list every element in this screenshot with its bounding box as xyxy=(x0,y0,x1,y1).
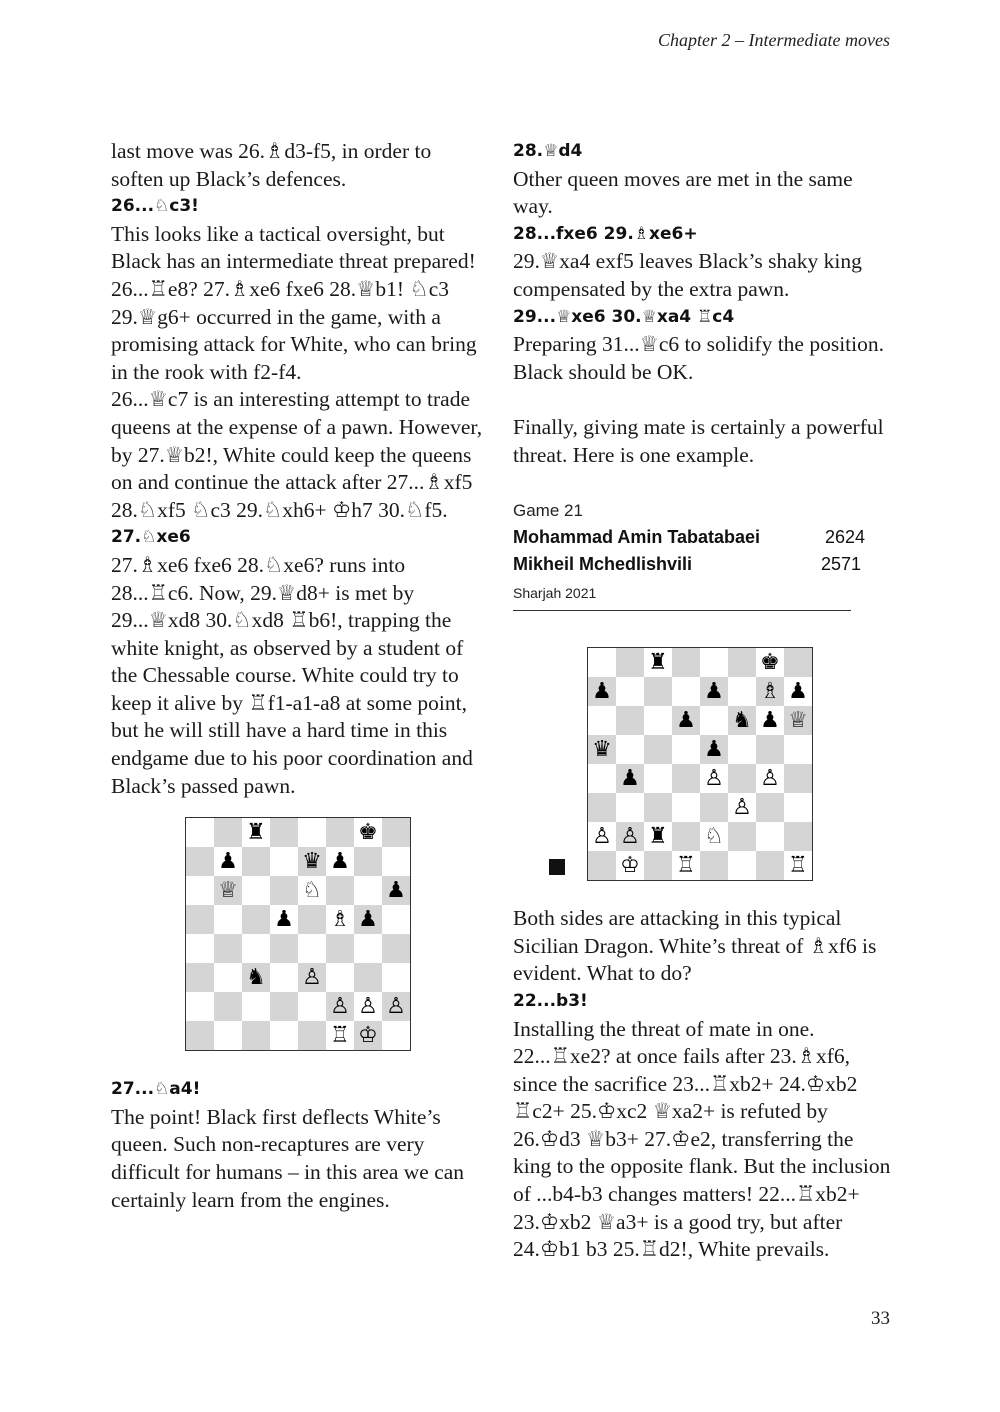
board-square xyxy=(728,735,756,764)
paragraph: Both sides are attacking in this typical Sicilian Dragon. White’s threat of ♗xf6 is evident. What to do? xyxy=(513,906,877,986)
paragraph: Installing the threat of mate in one. 22...♖xe2? at once fails after 23.♗xf6, since the sacrifice 23...♖xb2+ 24.♔xb2 ♖c2+ 25.♔xc2 ♕xa2+ is refuted by 26.♔d3 ♕b3+ 27.♔e2, transferring the king to the opposite flank. But the inclusion of ...b4-b3 changes matters! 22...♖xb2+ 23.♔xb2 ♕a3+ is a good try, but after 24.♔b1 b3 25.♖d2!, White prevails. xyxy=(513,1016,891,1262)
chess-piece: ♟ xyxy=(756,706,784,735)
board-square xyxy=(672,764,700,793)
black-player-elo: 2571 xyxy=(820,554,861,575)
board-square xyxy=(186,934,214,963)
board-square xyxy=(186,818,214,847)
white-player-row xyxy=(513,524,865,551)
chess-piece: ♟ xyxy=(588,677,616,706)
board-square xyxy=(298,905,326,934)
move-heading: 26...♘c3! xyxy=(111,196,199,217)
chess-piece: ♟ xyxy=(784,677,812,706)
board-square xyxy=(784,822,812,851)
board-square xyxy=(644,706,672,735)
board-square xyxy=(298,818,326,847)
chess-piece: ♙ xyxy=(382,992,410,1021)
left-column xyxy=(111,138,489,1214)
paragraph: 26...♖e8? 27.♗xe6 fxe6 28.♕b1! ♘c3 29.♕g6+ occurred in the game, with a promising attack for White, who can bring in the rook with f2-f4. xyxy=(111,276,477,384)
board-square xyxy=(270,847,298,876)
board-square xyxy=(326,876,354,905)
board-square xyxy=(186,876,214,905)
paragraph: This looks like a tactical oversight, but Black has an intermediate threat prepared! xyxy=(111,221,476,274)
chess-piece: ♙ xyxy=(616,822,644,851)
board-square xyxy=(672,677,700,706)
board-square xyxy=(270,992,298,1021)
black-player-row xyxy=(513,551,865,578)
board-square xyxy=(326,818,354,847)
board-square xyxy=(616,793,644,822)
board-square xyxy=(588,793,616,822)
chess-piece: ♘ xyxy=(298,876,326,905)
chess-piece: ♖ xyxy=(784,851,812,880)
board-square xyxy=(242,905,270,934)
paragraph: Other queen moves are met in the same way. xyxy=(513,166,853,219)
game-venue: Sharjah 2021 xyxy=(513,578,851,611)
page-number: 33 xyxy=(871,1308,890,1329)
board-square xyxy=(784,648,812,677)
chess-piece: ♚ xyxy=(756,648,784,677)
chess-piece: ♙ xyxy=(756,764,784,793)
board-square xyxy=(214,934,242,963)
running-head: Chapter 2 – Intermediate moves xyxy=(658,30,890,50)
board-square xyxy=(382,934,410,963)
board-square xyxy=(326,934,354,963)
chess-piece: ♟ xyxy=(616,764,644,793)
board-square xyxy=(354,934,382,963)
board-square xyxy=(354,876,382,905)
paragraph: Preparing 31...♕c6 to solidify the position. Black should be OK. xyxy=(513,332,885,384)
move-heading: 27.♘xe6 xyxy=(111,527,191,548)
board-square xyxy=(354,847,382,876)
board-square xyxy=(672,822,700,851)
board-square xyxy=(728,764,756,793)
board-square xyxy=(382,847,410,876)
move-heading: 27...♘a4! xyxy=(111,1079,201,1100)
board-square xyxy=(186,847,214,876)
chess-piece: ♗ xyxy=(326,905,354,934)
board-square xyxy=(214,992,242,1021)
board-square xyxy=(382,1021,410,1050)
chess-piece: ♟ xyxy=(700,735,728,764)
board-square xyxy=(616,648,644,677)
chess-piece: ♕ xyxy=(784,706,812,735)
board-square xyxy=(242,934,270,963)
board-square xyxy=(270,963,298,992)
chess-piece: ♖ xyxy=(672,851,700,880)
paragraph: last move was 26.♗d3-f5, in order to soften up Black’s defences. xyxy=(111,139,432,191)
chess-piece: ♟ xyxy=(672,706,700,735)
board-square xyxy=(298,992,326,1021)
chess-piece: ♟ xyxy=(700,677,728,706)
white-player-name: Mohammad Amin Tabatabaei xyxy=(513,527,761,548)
chess-piece: ♞ xyxy=(728,706,756,735)
board-square xyxy=(672,793,700,822)
paragraph: 29.♕xa4 exf5 leaves Black’s shaky king compensated by the extra pawn. xyxy=(513,249,862,301)
chess-piece: ♔ xyxy=(616,851,644,880)
board-square xyxy=(588,764,616,793)
move-heading: 28.♕d4 xyxy=(513,141,583,161)
chess-piece: ♙ xyxy=(588,822,616,851)
board-square xyxy=(270,818,298,847)
board-square xyxy=(616,706,644,735)
paragraph: The point! Black first deflects White’s queen. Such non-recaptures are very difficult for humans – in this area we can certainly learn from the engines. xyxy=(111,1104,465,1212)
board-square xyxy=(242,1021,270,1050)
board-square xyxy=(186,1021,214,1050)
board-square xyxy=(270,934,298,963)
board-square xyxy=(784,764,812,793)
board-square xyxy=(270,1021,298,1050)
board-square xyxy=(270,876,298,905)
board-square xyxy=(728,677,756,706)
game-header xyxy=(513,497,891,611)
board-square xyxy=(672,648,700,677)
chess-piece: ♟ xyxy=(214,847,242,876)
board-square xyxy=(756,851,784,880)
chess-board xyxy=(587,647,813,881)
black-player-name: Mikheil Mchedlishvili xyxy=(513,554,693,575)
move-heading: 29...♕xe6 30.♕xa4 ♖c4 xyxy=(513,306,735,327)
chess-piece: ♚ xyxy=(354,818,382,847)
board-square xyxy=(672,735,700,764)
paragraph: 26...♕c7 is an interesting attempt to trade queens at the expense of a pawn. However, by 27.♕b2!, White could keep the queens on and continue the attack after 27...♗xf5 28.♘xf5 ♘c3 29.♘xh6+ ♔h7 30.♘f5. xyxy=(111,387,483,522)
chess-piece: ♟ xyxy=(382,876,410,905)
chess-piece: ♖ xyxy=(326,1021,354,1050)
chess-diagram-right xyxy=(587,647,891,881)
board-square xyxy=(588,706,616,735)
board-square xyxy=(616,677,644,706)
board-square xyxy=(214,905,242,934)
board-square xyxy=(728,851,756,880)
board-square xyxy=(242,847,270,876)
board-square xyxy=(242,992,270,1021)
board-square xyxy=(186,992,214,1021)
right-column xyxy=(513,138,891,1264)
board-square xyxy=(644,735,672,764)
chess-piece: ♜ xyxy=(242,818,270,847)
board-square xyxy=(784,735,812,764)
paragraph: Finally, giving mate is certainly a powerful threat. Here is one example. xyxy=(513,414,884,467)
board-square xyxy=(644,793,672,822)
board-square xyxy=(298,934,326,963)
chess-piece: ♘ xyxy=(700,822,728,851)
chess-piece: ♜ xyxy=(644,648,672,677)
chess-piece: ♙ xyxy=(354,992,382,1021)
move-heading: 22...b3! xyxy=(513,990,588,1011)
board-square xyxy=(756,822,784,851)
paragraph: 27.♗xe6 fxe6 28.♘xe6? runs into 28...♖c6. Now, 29.♕d8+ is met by 29...♕xd8 30.♘xd8 ♖b6!, trapping the white knight, as observed by a student of the Chessable course. White could try to keep it alive by ♖f1-a1-a8 at some point, but he will still have a hard time in this endgame due to his poor coordination and Black’s passed pawn. xyxy=(111,552,473,798)
board-square xyxy=(616,735,644,764)
board-square xyxy=(756,793,784,822)
board-square xyxy=(588,851,616,880)
board-square xyxy=(186,905,214,934)
chess-piece: ♟ xyxy=(354,905,382,934)
move-heading: 28...fxe6 29.♗xe6+ xyxy=(513,223,698,244)
board-square xyxy=(214,963,242,992)
game-label: Game 21 xyxy=(513,501,583,521)
chess-piece: ♟ xyxy=(326,847,354,876)
board-square xyxy=(644,851,672,880)
chess-piece: ♞ xyxy=(242,963,270,992)
board-square xyxy=(382,905,410,934)
chess-board xyxy=(185,817,411,1051)
board-square xyxy=(326,963,354,992)
chess-piece: ♙ xyxy=(326,992,354,1021)
chess-piece: ♙ xyxy=(700,764,728,793)
board-square xyxy=(644,677,672,706)
board-square xyxy=(354,963,382,992)
board-square xyxy=(700,706,728,735)
white-player-elo: 2624 xyxy=(824,527,865,548)
board-square xyxy=(784,793,812,822)
board-square xyxy=(214,818,242,847)
chess-piece: ♜ xyxy=(644,822,672,851)
chess-piece: ♛ xyxy=(298,847,326,876)
chess-diagram-left xyxy=(185,817,489,1051)
board-square xyxy=(214,1021,242,1050)
board-square xyxy=(700,851,728,880)
chess-piece: ♙ xyxy=(298,963,326,992)
black-to-move-marker xyxy=(549,859,565,875)
board-square xyxy=(186,963,214,992)
board-square xyxy=(728,648,756,677)
board-square xyxy=(728,822,756,851)
board-square xyxy=(588,648,616,677)
board-square xyxy=(700,793,728,822)
board-square xyxy=(756,735,784,764)
board-square xyxy=(382,818,410,847)
chess-piece: ♟ xyxy=(270,905,298,934)
board-square xyxy=(242,876,270,905)
chess-piece: ♛ xyxy=(588,735,616,764)
chess-piece: ♙ xyxy=(728,793,756,822)
board-square xyxy=(700,648,728,677)
board-square xyxy=(382,963,410,992)
chess-piece: ♔ xyxy=(354,1021,382,1050)
board-square xyxy=(644,764,672,793)
chess-piece: ♗ xyxy=(756,677,784,706)
board-square xyxy=(298,1021,326,1050)
chess-piece: ♕ xyxy=(214,876,242,905)
